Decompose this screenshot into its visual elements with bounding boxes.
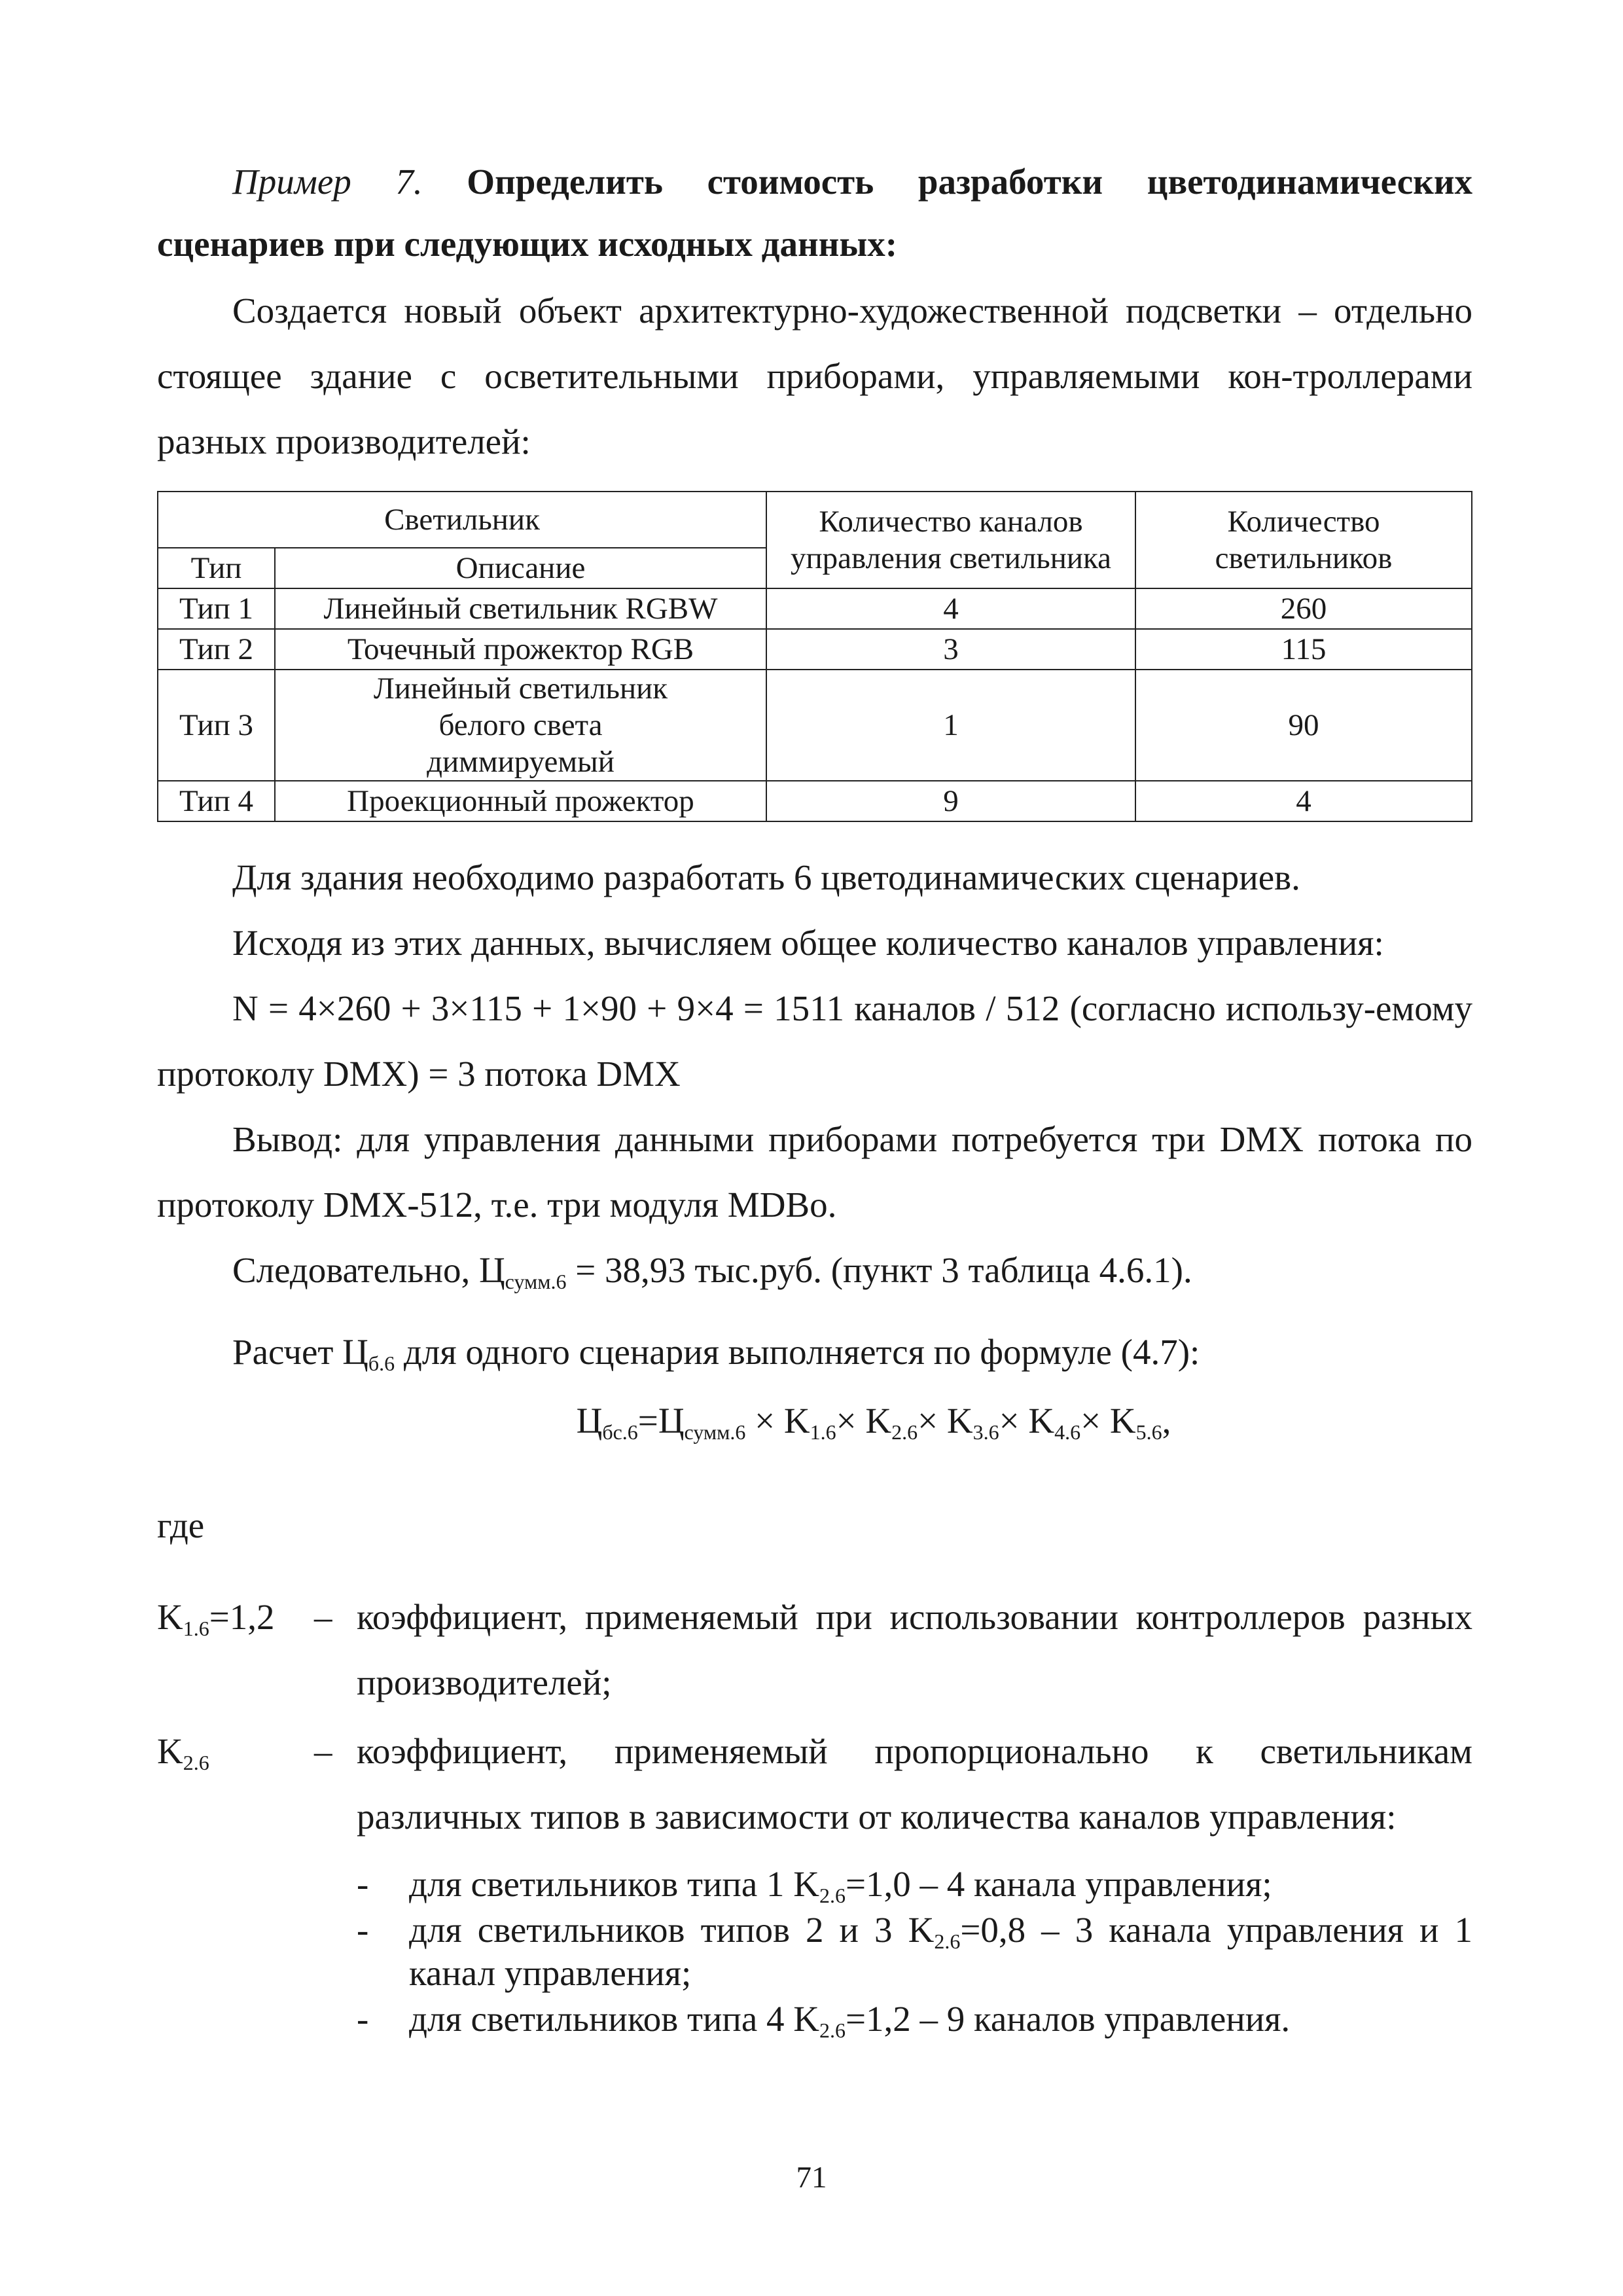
luminaires-table <box>157 491 1472 822</box>
conclusion-paragraph: Вывод: для управления данными приборами потребуется три DMX потока по протоколу DMX-512, т.е. три модуля MDBo. <box>157 1119 1472 1225</box>
k2-sub: 2.6 <box>183 1751 209 1774</box>
formula-sum-sub: сумм.6 <box>684 1420 746 1444</box>
bullet-marker: - <box>357 1999 369 2039</box>
example-heading <box>157 151 1472 275</box>
bullet-marker: - <box>357 1864 369 1904</box>
cell-channels: 3 <box>766 629 1135 670</box>
formula-k5: × K <box>1080 1401 1136 1441</box>
bullet-sub: 2.6 <box>934 1929 961 1953</box>
formula-k3: × K <box>918 1401 973 1441</box>
cell-description: Линейный светильник RGBW <box>275 588 766 629</box>
formula-end: , <box>1162 1401 1171 1441</box>
definition-k1-text: коэффициент, применяемый при использовании контроллеров разных производителей; <box>357 1597 1472 1702</box>
bullet-marker: - <box>357 1910 369 1950</box>
calc-intro-paragraph: Исходя из этих данных, вычисляем общее количество каналов управления: <box>232 923 1384 963</box>
cost-sub: сумм.6 <box>505 1270 567 1293</box>
definition-k1-symbol <box>157 1585 314 1715</box>
bullet-text <box>409 1998 1472 2041</box>
cell-channels: 4 <box>766 588 1135 629</box>
definition-k2-text: коэффициент, применяемый пропорционально к светильникам различных типов в зависимости от количества каналов управления: <box>357 1731 1472 1837</box>
cell-count: 90 <box>1135 670 1472 781</box>
cost-pre: Следовательно, Ц <box>232 1250 505 1290</box>
bullet-text <box>409 1863 1472 1906</box>
k1-sub: 1.6 <box>183 1617 209 1640</box>
formula-intro-pre: Расчет Ц <box>232 1332 368 1372</box>
cell-type: Тип 1 <box>158 588 275 629</box>
cost-post: = 38,93 тыс.руб. (пункт 3 таблица 4.6.1). <box>566 1250 1192 1290</box>
bullet-post: =1,2 – 9 каналов управления. <box>846 1999 1291 2039</box>
table-row <box>158 670 1472 781</box>
cell-channels: 9 <box>766 781 1135 821</box>
channel-calc-paragraph: N = 4×260 + 3×115 + 1×90 + 9×4 = 1511 каналов / 512 (согласно использу-емому протоколу DMX) = 3 потока DMX <box>157 988 1472 1094</box>
example-title: Определить стоимость разработки цветодинамических сценариев при следующих исходных данных: <box>157 162 1473 264</box>
bullet-sub: 2.6 <box>819 1884 846 1907</box>
list-item <box>357 1909 1472 1995</box>
formula-symbol: Ц <box>576 1401 603 1441</box>
table-row <box>158 629 1472 670</box>
formula-k3-sub: 3.6 <box>972 1420 999 1444</box>
definition-k2 <box>157 1719 1472 1850</box>
definition-k2-symbol <box>157 1719 314 1850</box>
cell-type: Тип 4 <box>158 781 275 821</box>
bullet-post: =0,8 – 3 канала управления и 1 канал управления; <box>409 1910 1472 1993</box>
bullet-sub: 2.6 <box>819 2018 846 2042</box>
list-item <box>357 1998 1472 2041</box>
document-page <box>157 151 1472 2043</box>
formula-k4: × K <box>999 1401 1055 1441</box>
cell-count: 260 <box>1135 588 1472 629</box>
cost-paragraph <box>157 1238 1472 1303</box>
example-label: Пример 7. <box>232 162 423 202</box>
formula-k1: × K <box>745 1401 810 1441</box>
formula-k5-sub: 5.6 <box>1135 1420 1162 1444</box>
formula-k2-sub: 2.6 <box>891 1420 918 1444</box>
definition-k1 <box>157 1585 1472 1715</box>
formula-k2: × K <box>836 1401 892 1441</box>
table-row <box>158 588 1472 629</box>
bullet-pre: для светильников типа 1 K <box>409 1864 819 1904</box>
k1-letter: K <box>157 1597 183 1637</box>
cell-type: Тип 2 <box>158 629 275 670</box>
intro-paragraph: Создается новый объект архитектурно-художественной подсветки – отдельно стоящее здание с осветительными приборами, управляемыми кон-троллерами разных производителей: <box>157 291 1472 461</box>
cell-description: Точечный прожектор RGB <box>275 629 766 670</box>
formula-intro-paragraph <box>157 1319 1472 1385</box>
k2-bullet-list <box>357 1863 1472 2041</box>
formula-eq: =Ц <box>637 1401 685 1441</box>
cell-count: 115 <box>1135 629 1472 670</box>
formula-symbol-sub: бс.6 <box>602 1420 638 1444</box>
header-count: Количество светильников <box>1135 492 1472 588</box>
list-item <box>357 1863 1472 1906</box>
formula-intro-sub: б.6 <box>368 1352 395 1375</box>
formula-k1-sub: 1.6 <box>810 1420 836 1444</box>
k1-value: =1,2 <box>209 1597 275 1637</box>
formula-intro-post: для одного сценария выполняется по формуле (4.7): <box>395 1332 1200 1372</box>
where-label: где <box>157 1505 205 1545</box>
cell-description: Линейный светильник белого света диммируемый <box>275 670 766 781</box>
page-number: 71 <box>796 2161 827 2195</box>
bullet-pre: для светильников типа 4 K <box>409 1999 819 2039</box>
header-type: Тип <box>158 548 275 588</box>
cell-count: 4 <box>1135 781 1472 821</box>
bullet-post: =1,0 – 4 канала управления; <box>846 1864 1272 1904</box>
k2-letter: K <box>157 1731 183 1771</box>
cell-type: Тип 3 <box>158 670 275 781</box>
header-channels: Количество каналов управления светильника <box>766 492 1135 588</box>
definition-k2-dash: – <box>314 1731 332 1771</box>
header-description: Описание <box>275 548 766 588</box>
definition-k1-dash: – <box>314 1597 332 1637</box>
cell-description: Проекционный прожектор <box>275 781 766 821</box>
header-luminaire: Светильник <box>158 492 766 548</box>
table-row <box>158 781 1472 821</box>
bullet-pre: для светильников типов 2 и 3 K <box>409 1910 935 1950</box>
cell-channels: 1 <box>766 670 1135 781</box>
bullet-text <box>409 1909 1472 1995</box>
formula-k4-sub: 4.6 <box>1054 1420 1081 1444</box>
formula-4-7 <box>157 1385 1472 1457</box>
scenario-count-paragraph: Для здания необходимо разработать 6 цветодинамических сценариев. <box>232 857 1300 897</box>
table-header-row <box>158 492 1472 548</box>
